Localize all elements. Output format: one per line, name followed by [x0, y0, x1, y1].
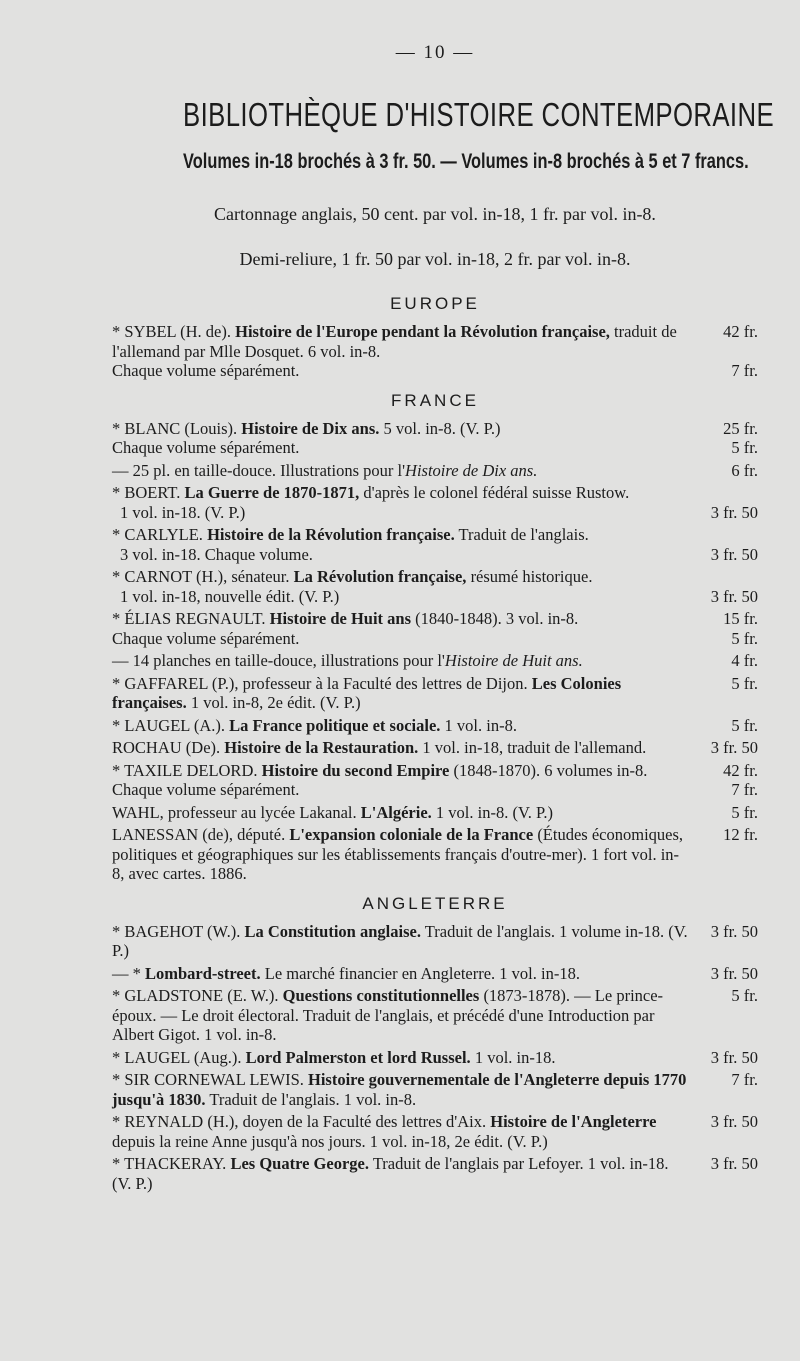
entry-title: La Révolution française, [293, 567, 467, 586]
entry-blanc [112, 419, 758, 458]
entry-lead: * SYBEL (H. de). [112, 322, 231, 341]
entry-price: 7 fr. [731, 1070, 758, 1089]
entry-detail: (1840-1848). 3 vol. in-8. [415, 609, 579, 628]
entry-detail: d'après le colonel fédéral suisse Rustow. [363, 483, 630, 502]
entry-detail: 1 vol. in-8. [444, 715, 517, 735]
entry-title: Histoire de Dix ans. [241, 418, 380, 438]
subtitle: Volumes in-18 brochés à 3 fr. 50. — Volumes in-8 brochés à 5 et 7 francs. [183, 150, 749, 173]
entry-title: Histoire gouvernementale de l'Angleterre depuis 1770 jusqu'à 1830. [112, 1070, 687, 1109]
entry-title: Les Quatre George. [230, 1154, 369, 1173]
entry-boert [112, 483, 758, 522]
entry-detail: 1 vol. in-8, 2e édit. (V. P.) [190, 693, 361, 712]
reliure-line: Demi-reliure, 1 fr. 50 par vol. in-18, 2 fr. par vol. in-8. [239, 249, 631, 269]
entry-lead: * GAFFAREL (P.), professeur à la Faculté des lettres de Dijon. [112, 673, 528, 693]
entry-title: Les Colonies françaises. [112, 673, 622, 712]
page-number: — 10 — [395, 42, 475, 63]
entry-laugel-aug [112, 1048, 758, 1068]
entry-price: 3 fr. 50 [710, 544, 758, 564]
entry-price: 3 fr. 50 [710, 738, 758, 757]
entry-separately-price: 7 fr. [731, 780, 758, 799]
entry-detail: 1 vol. in-18. [474, 1047, 556, 1067]
entry-elias [112, 609, 758, 648]
entry-lead: ROCHAU (De). [112, 738, 221, 757]
cartonnage-line: Cartonnage anglais, 50 cent. par vol. in-18, 1 fr. par vol. in-8. [214, 204, 656, 224]
section-heading-angleterre: ANGLETERRE [362, 893, 508, 913]
entry-title: La France politique et sociale. [229, 715, 441, 735]
entry-price: 42 fr. [723, 760, 758, 780]
entry-lombard [112, 964, 758, 984]
entry-detail: — 25 pl. en taille-douce. Illustrations pour l' [112, 460, 406, 480]
entry-title: Histoire de l'Europe pendant la Révolution française, [235, 322, 610, 341]
page-title: BIBLIOTHÈQUE D'HISTOIRE CONTEMPORAINE [183, 96, 775, 133]
entry-separately-price: 7 fr. [731, 361, 758, 380]
entry-price: 3 fr. 50 [710, 1112, 758, 1131]
entry-elias-plates [112, 651, 758, 671]
entry-title: L'expansion coloniale de la France [289, 825, 534, 844]
entry-lanessan [112, 825, 758, 884]
entry-detail: résumé historique. [470, 567, 593, 586]
entry-detail: Traduit de l'anglais. [458, 525, 589, 544]
entry-lead: * CARNOT (H.), sénateur. [112, 567, 290, 586]
entry-wahl [112, 803, 758, 823]
entry-separately-price: 5 fr. [731, 438, 758, 457]
section-heading-france: FRANCE [391, 390, 479, 410]
entry-detail: Traduit de l'anglais par Lefoyer. 1 vol. in-18. (V. P.) [112, 1154, 669, 1193]
entry-carlyle [112, 525, 758, 564]
entry-detail: 1 vol. in-18, traduit de l'allemand. [422, 738, 647, 757]
entry-reynald [112, 1112, 758, 1151]
entry-lead: * TAXILE DELORD. [112, 760, 258, 780]
entry-price: 42 fr. [723, 322, 758, 341]
entry-price: 25 fr. [723, 418, 758, 438]
entry-separately: Chaque volume séparément. [112, 438, 300, 457]
entry-title: L'Algérie. [360, 802, 432, 822]
entry-detail-2: 1 vol. in-18, nouvelle édit. (V. P.) [120, 586, 340, 606]
section-heading-europe: EUROPE [390, 294, 480, 313]
entry-sybel [112, 322, 758, 381]
entry-price: 15 fr. [723, 609, 758, 628]
entry-price: 5 fr. [731, 802, 758, 822]
entry-price: 6 fr. [731, 460, 758, 480]
entry-price: 3 fr. 50 [710, 1047, 758, 1067]
entry-carnot [112, 567, 758, 606]
entry-title: Histoire de l'Angleterre [490, 1112, 657, 1131]
entry-title: Histoire de la Restauration. [224, 738, 419, 757]
entry-gladstone [112, 986, 758, 1045]
entry-detail: — 14 planches en taille-douce, illustrations pour l' [112, 651, 445, 670]
entry-lead: * SIR CORNEWAL LEWIS. [112, 1070, 304, 1089]
entry-title: La Constitution anglaise. [244, 921, 421, 941]
entry-detail: depuis la reine Anne jusqu'à nos jours. 1 vol. in-18, 2e édit. (V. P.) [112, 1131, 548, 1151]
entry-italic-title: Histoire de Dix ans. [405, 460, 538, 480]
entry-lead: * GLADSTONE (E. W.). [112, 986, 279, 1005]
entry-lead: — * [112, 963, 141, 983]
entry-separately: Chaque volume séparément. [112, 780, 300, 799]
entry-price: 5 fr. [731, 715, 758, 735]
entry-price: 12 fr. [723, 825, 758, 844]
entry-detail-2: 3 vol. in-18. Chaque volume. [120, 544, 313, 564]
entry-title: Histoire de la Révolution française. [207, 525, 455, 544]
entry-detail: Le marché financier en Angleterre. 1 vol. in-18. [264, 963, 580, 983]
entry-laugel [112, 716, 758, 736]
entry-lead: * LAUGEL (Aug.). [112, 1047, 242, 1067]
entry-detail: (1873-1878). — Le prince-époux. — Le droit électoral. Traduit de l'anglais, et précédé d'une Introduction par Albert Gigot. 1 vol. in-8. [112, 986, 664, 1044]
entry-lead: * LAUGEL (A.). [112, 715, 226, 735]
entry-title: Questions constitutionnelles [282, 986, 480, 1005]
entry-price: 3 fr. 50 [710, 586, 758, 606]
entry-thackeray [112, 1154, 758, 1193]
entry-lead: * BAGEHOT (W.). [112, 921, 241, 941]
entry-lead: * BOERT. [112, 483, 181, 502]
entry-detail: traduit de l'allemand par Mlle Dosquet. 6 vol. in-8. [112, 322, 677, 361]
entry-lewis [112, 1070, 758, 1109]
entry-bagehot [112, 922, 758, 961]
entry-separately: Chaque volume séparément. [112, 361, 300, 380]
entry-separately: Chaque volume séparément. [112, 628, 300, 648]
entry-lead: LANESSAN (de), député. [112, 825, 286, 844]
entry-detail: 1 vol. in-8. (V. P.) [435, 802, 553, 822]
entry-title: Lombard-street. [145, 963, 261, 983]
entry-detail: 5 vol. in-8. (V. P.) [383, 418, 501, 438]
entry-price: 3 fr. 50 [710, 1154, 758, 1173]
entry-price: 5 fr. [731, 673, 758, 693]
entry-lead: * REYNALD (H.), doyen de la Faculté des lettres d'Aix. [112, 1112, 487, 1131]
entry-price: 3 fr. 50 [710, 963, 758, 983]
entry-lead: * ÉLIAS REGNAULT. [112, 609, 266, 628]
entry-blanc-plates [112, 461, 758, 481]
entry-detail: Traduit de l'anglais. 1 vol. in-8. [209, 1089, 417, 1109]
entry-lead: * THACKERAY. [112, 1154, 227, 1173]
entry-rochau [112, 738, 758, 758]
entry-separately-price: 5 fr. [731, 628, 758, 648]
entry-price: 4 fr. [731, 651, 758, 670]
entry-title: Lord Palmerston et lord Russel. [245, 1047, 471, 1067]
entry-detail: (1848-1870). 6 volumes in-8. [453, 760, 648, 780]
entry-price: 3 fr. 50 [710, 921, 758, 941]
entry-detail: Traduit de l'anglais. 1 volume in-18. (V. P.) [112, 921, 688, 960]
entry-detail-2: 1 vol. in-18. (V. P.) [120, 502, 246, 522]
entry-taxile [112, 761, 758, 800]
entry-price: 5 fr. [731, 986, 758, 1005]
entry-price: 3 fr. 50 [710, 502, 758, 522]
entry-lead: WAHL, professeur au lycée Lakanal. [112, 802, 357, 822]
entry-detail: (Études économiques, politiques et géographiques sur les établissements français d'outre-mer). 1 fort vol. in-8, avec cartes. 1886. [112, 825, 684, 883]
entry-title: Histoire du second Empire [261, 760, 450, 780]
entry-lead: * CARLYLE. [112, 525, 203, 544]
entry-gaffarel [112, 674, 758, 713]
entry-italic-title: Histoire de Huit ans. [444, 651, 583, 670]
entry-title: La Guerre de 1870-1871, [184, 483, 360, 502]
entry-title: Histoire de Huit ans [269, 609, 412, 628]
entry-lead: * BLANC (Louis). [112, 418, 238, 438]
